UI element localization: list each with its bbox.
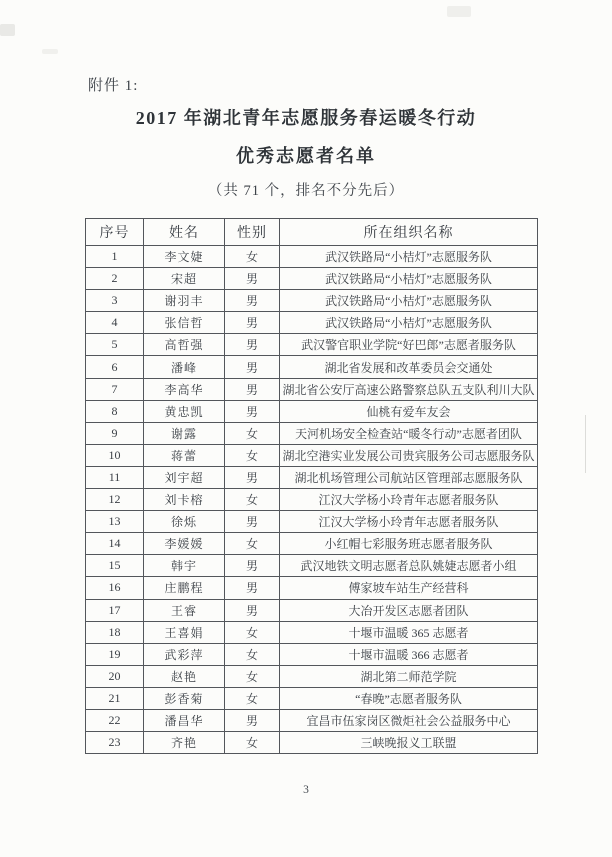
table-row <box>86 577 538 599</box>
cell-organization: 武汉铁路局“小桔灯”志愿服务队 <box>280 312 538 334</box>
cell-gender: 男 <box>225 599 280 621</box>
cell-index: 2 <box>86 268 144 290</box>
cell-name: 李媛媛 <box>144 533 225 555</box>
table-row <box>86 444 538 466</box>
table-row <box>86 246 538 268</box>
table-row <box>86 268 538 290</box>
cell-organization: 武汉铁路局“小桔灯”志愿服务队 <box>280 246 538 268</box>
cell-index: 6 <box>86 356 144 378</box>
cell-name: 赵艳 <box>144 665 225 687</box>
table-row <box>86 466 538 488</box>
table-row <box>86 290 538 312</box>
table-row <box>86 422 538 444</box>
cell-gender: 女 <box>225 422 280 444</box>
cell-organization: “春晚”志愿者服务队 <box>280 687 538 709</box>
table-row <box>86 312 538 334</box>
cell-name: 高哲强 <box>144 334 225 356</box>
cell-gender: 女 <box>225 246 280 268</box>
scan-line-artifact <box>585 415 586 473</box>
volunteer-table <box>85 218 538 754</box>
cell-gender: 男 <box>225 400 280 422</box>
cell-index: 8 <box>86 400 144 422</box>
cell-name: 蒋蕾 <box>144 444 225 466</box>
cell-organization: 武汉地铁文明志愿者总队姚婕志愿者小组 <box>280 555 538 577</box>
cell-name: 谢露 <box>144 422 225 444</box>
document-subtitle: （共 71 个，排名不分先后） <box>207 183 405 199</box>
cell-name: 谢羽丰 <box>144 290 225 312</box>
cell-organization: 湖北省发展和改革委员会交通处 <box>280 356 538 378</box>
header-organization: 所在组织名称 <box>280 219 538 246</box>
cell-name: 潘峰 <box>144 356 225 378</box>
scan-smudge <box>42 49 58 54</box>
cell-name: 刘宇超 <box>144 466 225 488</box>
cell-gender: 男 <box>225 378 280 400</box>
cell-name: 彭香菊 <box>144 687 225 709</box>
table-row <box>86 533 538 555</box>
cell-index: 3 <box>86 290 144 312</box>
table-row <box>86 555 538 577</box>
cell-index: 16 <box>86 577 144 599</box>
table-row <box>86 378 538 400</box>
table-row <box>86 709 538 731</box>
cell-gender: 女 <box>225 489 280 511</box>
cell-organization: 湖北空港实业发展公司贵宾服务公司志愿服务队 <box>280 444 538 466</box>
cell-gender: 男 <box>225 511 280 533</box>
cell-name: 齐艳 <box>144 732 225 754</box>
page-number: 3 <box>303 784 309 796</box>
cell-index: 13 <box>86 511 144 533</box>
table-row <box>86 599 538 621</box>
cell-name: 庄鹏程 <box>144 577 225 599</box>
cell-gender: 女 <box>225 643 280 665</box>
table-row <box>86 400 538 422</box>
cell-index: 18 <box>86 621 144 643</box>
cell-organization: 湖北第二师范学院 <box>280 665 538 687</box>
header-gender: 性别 <box>225 219 280 246</box>
cell-organization: 江汉大学杨小玲青年志愿者服务队 <box>280 489 538 511</box>
cell-gender: 男 <box>225 709 280 731</box>
cell-name: 宋超 <box>144 268 225 290</box>
cell-gender: 女 <box>225 732 280 754</box>
cell-gender: 女 <box>225 687 280 709</box>
cell-name: 王喜娟 <box>144 621 225 643</box>
cell-gender: 男 <box>225 466 280 488</box>
cell-organization: 傅家坡车站生产经营科 <box>280 577 538 599</box>
cell-organization: 三峡晚报义工联盟 <box>280 732 538 754</box>
document-title-line2: 优秀志愿者名单 <box>236 146 376 166</box>
cell-index: 17 <box>86 599 144 621</box>
cell-name: 韩宇 <box>144 555 225 577</box>
table-row <box>86 643 538 665</box>
cell-gender: 男 <box>225 334 280 356</box>
cell-gender: 女 <box>225 621 280 643</box>
cell-index: 11 <box>86 466 144 488</box>
cell-organization: 湖北机场管理公司航站区管理部志愿服务队 <box>280 466 538 488</box>
header-name: 姓名 <box>144 219 225 246</box>
scan-smudge <box>447 6 471 17</box>
cell-index: 9 <box>86 422 144 444</box>
document-title-line1: 2017 年湖北青年志愿服务春运暖冬行动 <box>135 108 477 128</box>
cell-index: 20 <box>86 665 144 687</box>
cell-gender: 男 <box>225 356 280 378</box>
cell-index: 14 <box>86 533 144 555</box>
cell-gender: 男 <box>225 555 280 577</box>
cell-index: 1 <box>86 246 144 268</box>
table-row <box>86 334 538 356</box>
cell-name: 刘卡榕 <box>144 489 225 511</box>
cell-index: 15 <box>86 555 144 577</box>
cell-gender: 男 <box>225 577 280 599</box>
cell-index: 4 <box>86 312 144 334</box>
cell-index: 19 <box>86 643 144 665</box>
cell-name: 李文婕 <box>144 246 225 268</box>
cell-index: 21 <box>86 687 144 709</box>
cell-organization: 仙桃有爱车友会 <box>280 400 538 422</box>
cell-gender: 男 <box>225 290 280 312</box>
cell-organization: 小红帽七彩服务班志愿者服务队 <box>280 533 538 555</box>
cell-name: 徐烁 <box>144 511 225 533</box>
cell-organization: 江汉大学杨小玲青年志愿者服务队 <box>280 511 538 533</box>
cell-name: 张信哲 <box>144 312 225 334</box>
cell-gender: 男 <box>225 312 280 334</box>
cell-gender: 男 <box>225 268 280 290</box>
table-row <box>86 356 538 378</box>
table-row <box>86 687 538 709</box>
cell-name: 黄忠凯 <box>144 400 225 422</box>
cell-index: 23 <box>86 732 144 754</box>
cell-gender: 女 <box>225 533 280 555</box>
table-row <box>86 665 538 687</box>
scan-smudge <box>0 24 15 36</box>
cell-name: 王睿 <box>144 599 225 621</box>
cell-organization: 十堰市温暖 365 志愿者 <box>280 621 538 643</box>
cell-name: 潘昌华 <box>144 709 225 731</box>
cell-organization: 十堰市温暖 366 志愿者 <box>280 643 538 665</box>
table-row <box>86 732 538 754</box>
table-header <box>86 219 538 246</box>
cell-organization: 武汉铁路局“小桔灯”志愿服务队 <box>280 290 538 312</box>
table-row <box>86 621 538 643</box>
cell-gender: 女 <box>225 444 280 466</box>
attachment-label: 附件 1: <box>88 78 139 94</box>
cell-name: 武彩萍 <box>144 643 225 665</box>
cell-index: 5 <box>86 334 144 356</box>
cell-index: 7 <box>86 378 144 400</box>
table-row <box>86 511 538 533</box>
cell-organization: 宜昌市伍家岗区微炬社会公益服务中心 <box>280 709 538 731</box>
cell-organization: 大冶开发区志愿者团队 <box>280 599 538 621</box>
cell-organization: 武汉警官职业学院“好巴郎”志愿者服务队 <box>280 334 538 356</box>
cell-organization: 湖北省公安厅高速公路警察总队五支队利川大队 <box>280 378 538 400</box>
cell-gender: 女 <box>225 665 280 687</box>
table-row <box>86 489 538 511</box>
cell-index: 10 <box>86 444 144 466</box>
header-index: 序号 <box>86 219 144 246</box>
table-header-row <box>86 219 538 246</box>
cell-index: 12 <box>86 489 144 511</box>
cell-organization: 天河机场安全检查站“暖冬行动”志愿者团队 <box>280 422 538 444</box>
cell-index: 22 <box>86 709 144 731</box>
cell-name: 李高华 <box>144 378 225 400</box>
cell-organization: 武汉铁路局“小桔灯”志愿服务队 <box>280 268 538 290</box>
table-body <box>86 246 538 754</box>
